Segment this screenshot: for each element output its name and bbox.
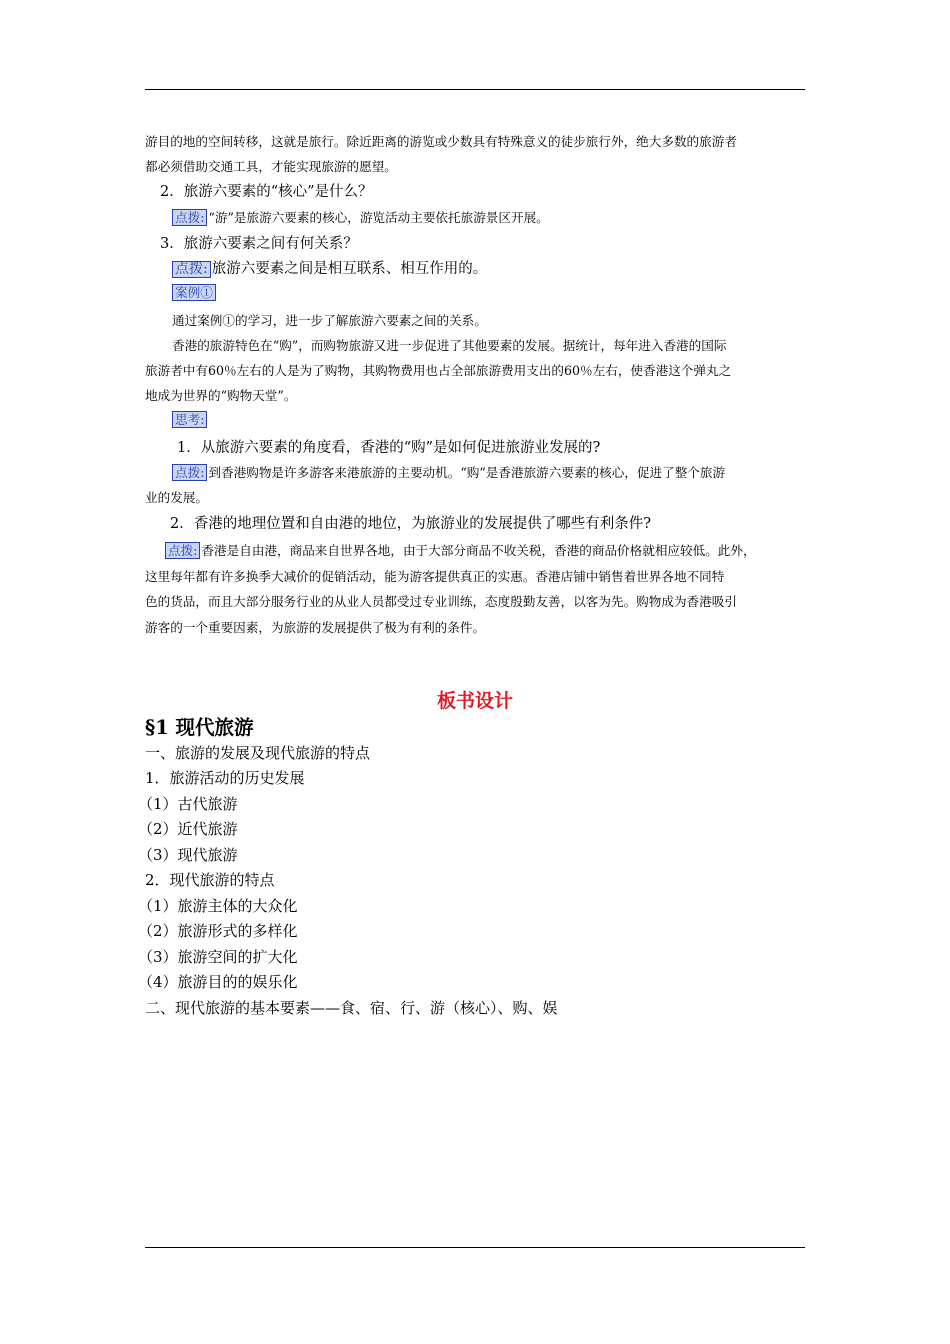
think-answer-1-text: 到香港购物是许多游客来港旅游的主要动机。“购”是香港旅游六要素的核心，促进了整个旅游 xyxy=(208,465,726,480)
outline-item: 1．旅游活动的历史发展 xyxy=(145,769,305,787)
case-line: 地成为世界的“购物天堂”。 xyxy=(145,388,297,403)
outline-item: 一、旅游的发展及现代旅游的特点 xyxy=(145,744,371,762)
case-intro: 通过案例①的学习，进一步了解旅游六要素之间的关系。 xyxy=(172,313,487,328)
think-answer-2-cont: 这里每年都有许多换季大减价的促销活动，能为游客提供真正的实惠。香港店铺中销售着世界各地不同特 xyxy=(145,569,725,584)
think-answer-1-cont: 业的发展。 xyxy=(145,490,208,505)
answer-3-text: 旅游六要素之间是相互联系、相互作用的。 xyxy=(211,261,488,277)
paragraph-line: 游目的地的空间转移，这就是旅行。除近距离的游览或少数具有特殊意义的徒步旅行外，绝大多数的旅游者 xyxy=(145,134,737,149)
think-answer-2-cont: 色的货品，而且大部分服务行业的从业人员都受过专业训练，态度殷勤友善，以客为先。购物成为香港吸引 xyxy=(145,594,737,609)
hint-tag: 点拨: xyxy=(172,261,211,278)
question-2: 2．旅游六要素的“核心”是什么？ xyxy=(160,184,373,200)
answer-2-text: “游”是旅游六要素的核心，游览活动主要依托旅游景区开展。 xyxy=(208,210,549,225)
hint-tag: 点拨: xyxy=(165,542,200,559)
case-line: 旅游者中有60％左右的人是为了购物，其购物费用也占全部旅游费用支出的60％左右，使香港这个弹丸之 xyxy=(145,363,732,378)
answer-3 xyxy=(172,257,487,278)
think-answer-2-text: 香港是自由港，商品来自世界各地，由于大部分商品不收关税，香港的商品价格就相应较低。此外， xyxy=(201,543,756,558)
case-tag-line xyxy=(172,284,217,301)
outline-item: （1）旅游主体的大众化 xyxy=(138,897,298,915)
think-answer-1 xyxy=(172,462,725,481)
question-3: 3．旅游六要素之间有何关系？ xyxy=(160,236,358,252)
case-line: 香港的旅游特色在“购”，而购物旅游又进一步促进了其他要素的发展。据统计，每年进入香港的国际 xyxy=(172,338,727,353)
think-answer-2 xyxy=(165,540,756,559)
outline-item: （3）现代旅游 xyxy=(138,846,238,864)
header-rule xyxy=(145,89,805,90)
board-heading: §1 现代旅游 xyxy=(145,716,254,739)
outline-item: （4）旅游目的的娱乐化 xyxy=(138,973,298,991)
footer-rule xyxy=(145,1247,805,1248)
outline-item: 二、现代旅游的基本要素——食、宿、行、游（核心）、购、娱 xyxy=(145,999,558,1017)
outline-item: （2）旅游形式的多样化 xyxy=(138,922,298,940)
board-title: 板书设计 xyxy=(436,690,513,712)
think-question-2: 2．香港的地理位置和自由港的地位，为旅游业的发展提供了哪些有利条件? xyxy=(170,516,651,532)
think-tag-line xyxy=(172,411,208,428)
think-answer-2-cont: 游客的一个重要因素，为旅游的发展提供了极为有利的条件。 xyxy=(145,620,486,635)
outline-item: 2．现代旅游的特点 xyxy=(145,871,275,889)
hint-tag: 点拨: xyxy=(172,464,207,481)
hint-tag: 点拨: xyxy=(172,209,207,226)
paragraph-line: 都必须借助交通工具，才能实现旅游的愿望。 xyxy=(145,159,397,174)
think-question-1: 1．从旅游六要素的角度看，香港的“购”是如何促进旅游业发展的? xyxy=(177,440,601,456)
outline-item: （3）旅游空间的扩大化 xyxy=(138,948,298,966)
case-tag: 案例① xyxy=(172,284,216,301)
outline-item: （2）近代旅游 xyxy=(138,820,238,838)
outline-item: （1）古代旅游 xyxy=(138,795,238,813)
answer-2 xyxy=(172,207,549,226)
think-tag: 思考: xyxy=(172,411,207,428)
